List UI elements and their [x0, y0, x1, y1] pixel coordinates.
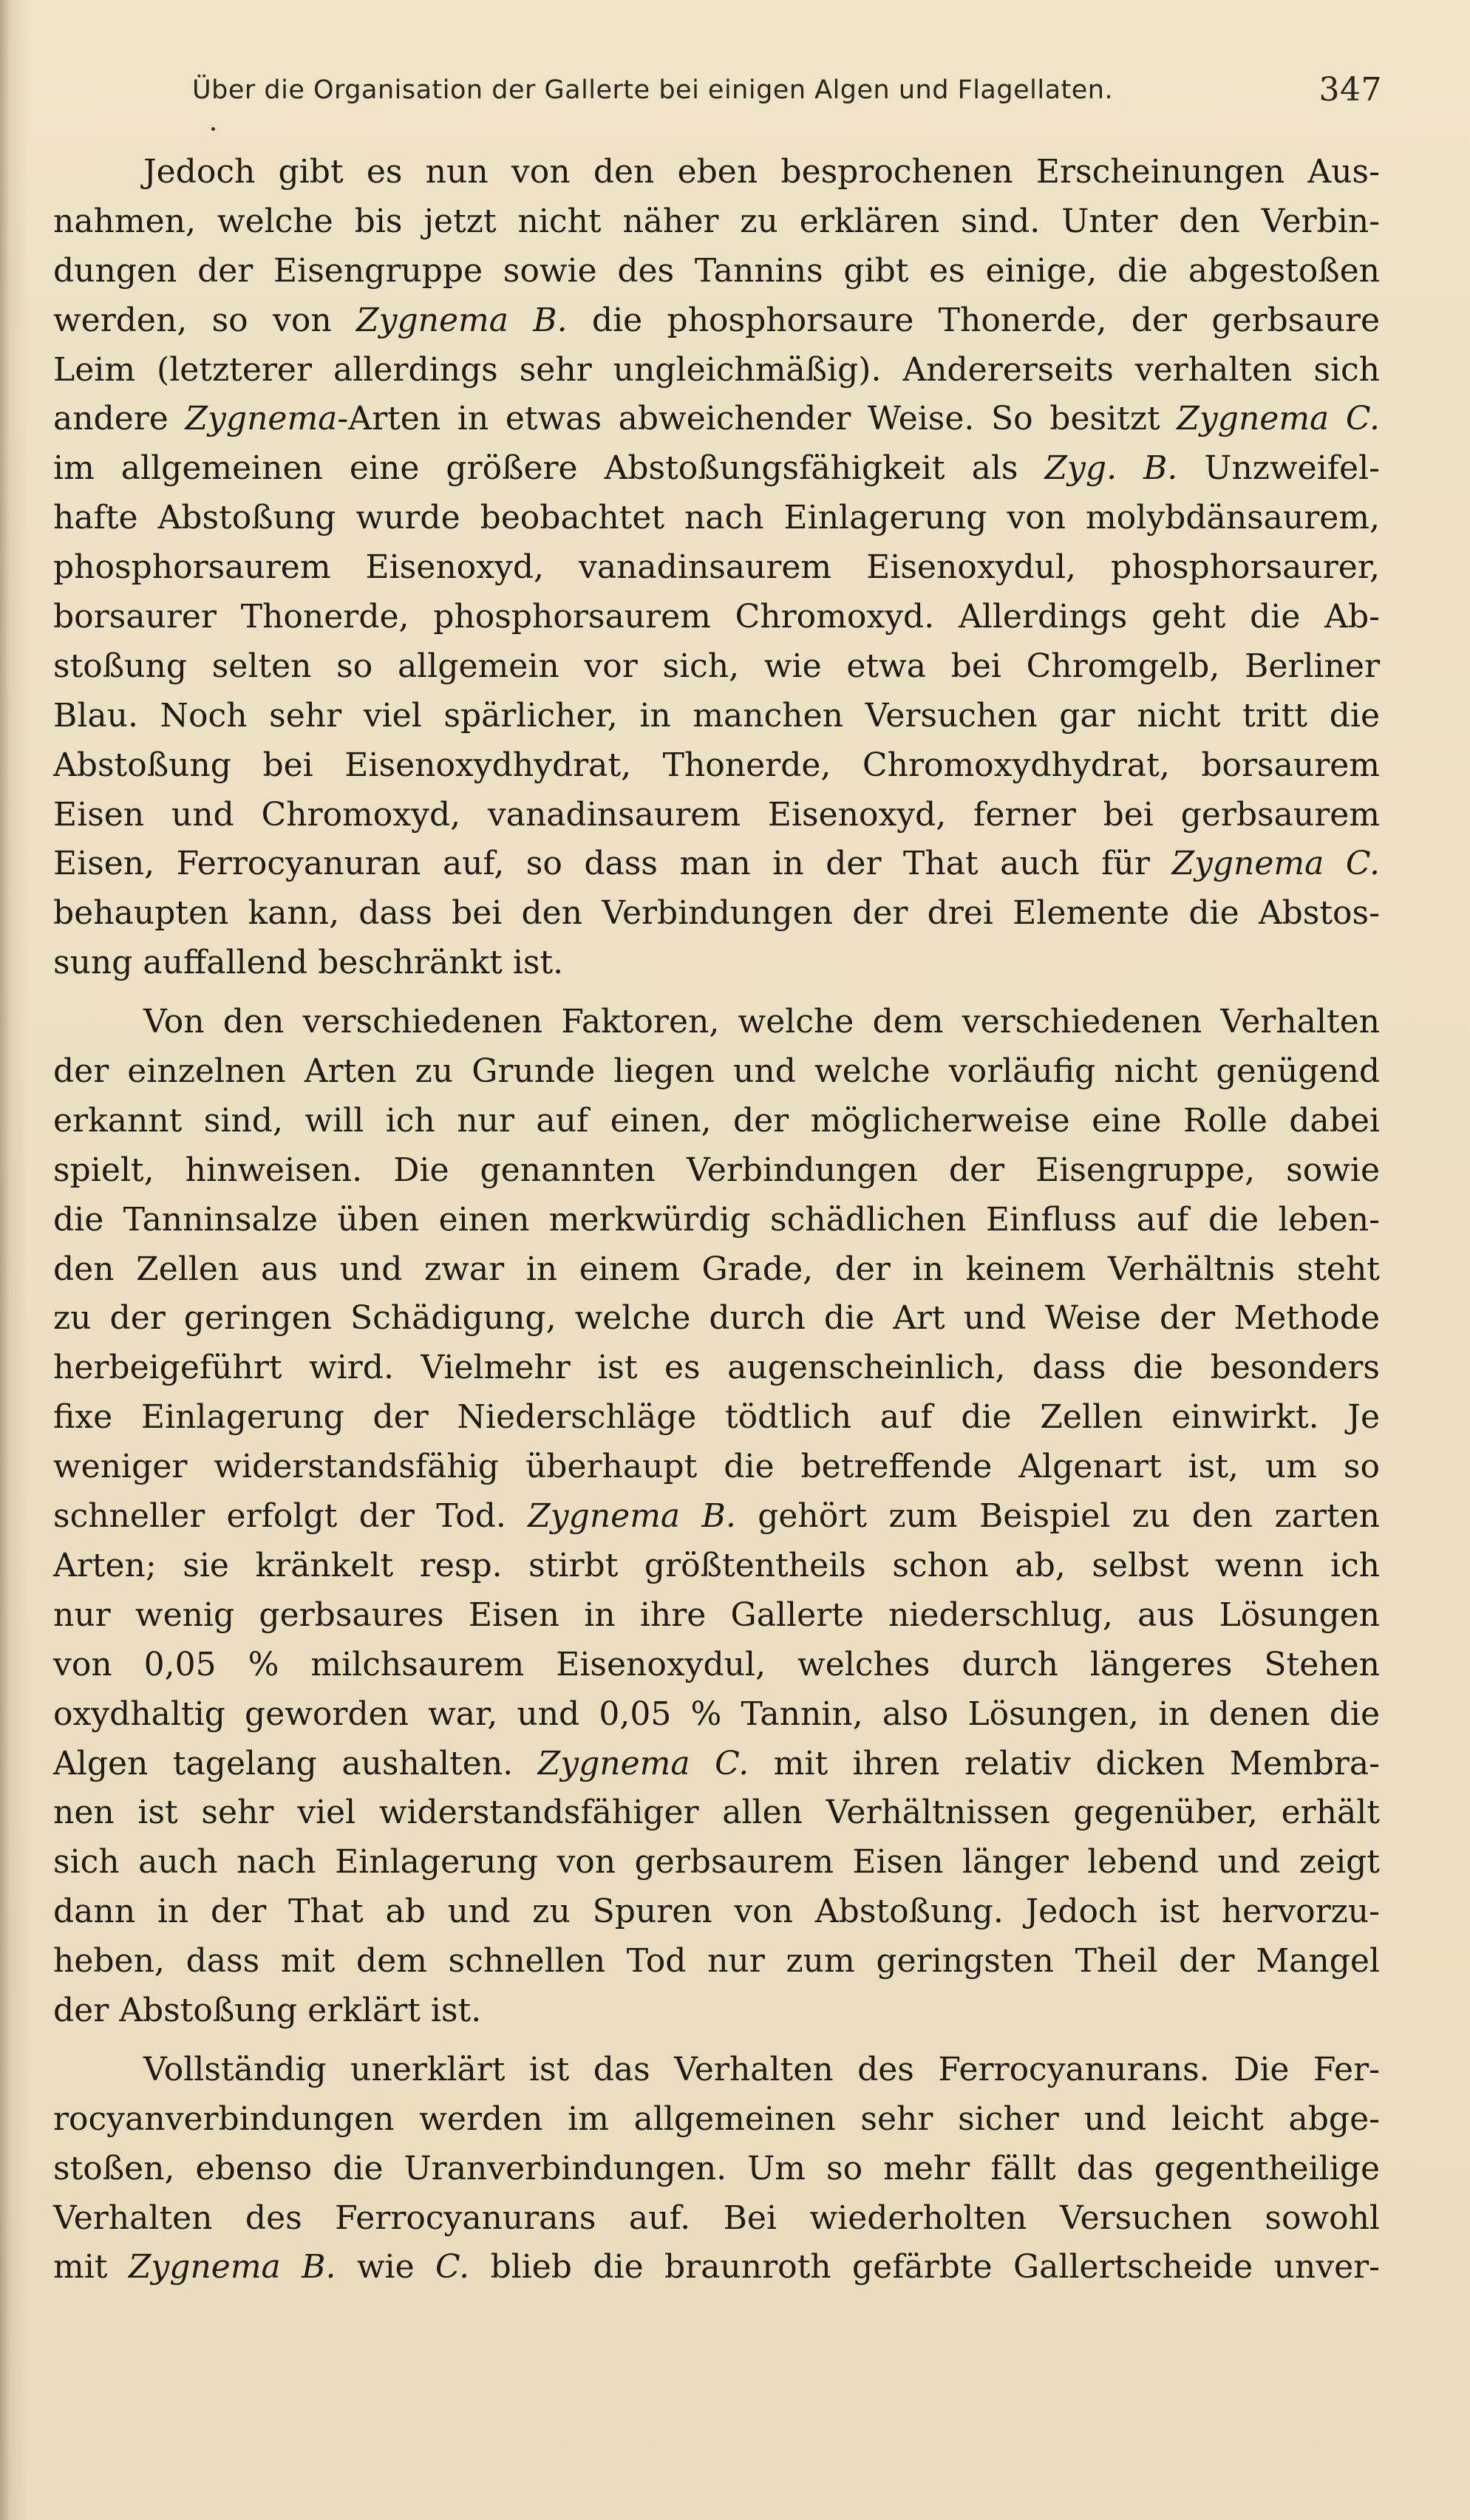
text-line	[53, 1344, 1380, 1393]
text-run: nahmen, welche bis jetzt nicht näher zu erklären sind. Unter den Verbin-	[53, 202, 1380, 240]
text-line	[53, 1146, 1380, 1196]
text-run: stoßen, ebenso die Uranverbindungen. Um so mehr fällt das gegentheilige	[53, 2149, 1380, 2187]
text-run: Arten; sie kränkelt resp. stirbt größtentheils schon ab, selbst wenn ich	[53, 1546, 1380, 1584]
text-line	[53, 642, 1380, 692]
text-run: nur wenig gerbsaures Eisen in ihre Gallerte niederschlug, aus Lösungen	[53, 1596, 1380, 1634]
text-line	[53, 1937, 1380, 1986]
text-line	[53, 2046, 1380, 2095]
text-run: phosphorsaurem Eisenoxyd, vanadinsaurem Eisenoxydul, phosphorsaurer,	[53, 548, 1380, 587]
text-line	[53, 889, 1380, 939]
text-line	[53, 939, 1380, 988]
italic-taxon: Zygnema	[185, 400, 338, 438]
text-run: sung auffallend beschränkt ist.	[53, 944, 564, 982]
text-run: Eisen, Ferrocyanuran auf, so dass man in der That auch für	[53, 845, 1172, 883]
running-head-title: Über die Organisation der Gallerte bei einigen Algen und Flagellaten.	[192, 75, 1114, 105]
text-run: blieb die braunroth gefärbte Gallertscheide unver-	[469, 2248, 1381, 2286]
text-line	[53, 741, 1380, 791]
text-run: zu der geringen Schädigung, welche durch die Art und Weise der Methode	[53, 1299, 1380, 1338]
paragraph	[53, 148, 1380, 988]
text-run: werden, so von	[53, 301, 357, 339]
text-run: Abstoßung bei Eisenoxydhydrat, Thonerde, Chromoxydhydrat, borsaurem	[53, 746, 1380, 784]
text-run: fixe Einlagerung der Niederschläge tödtlich auf die Zellen einwirkt. Je	[53, 1398, 1380, 1437]
text-run: Leim (letzterer allerdings sehr ungleichmäßig). Andererseits verhalten sich	[53, 350, 1380, 389]
text-line	[53, 1294, 1380, 1344]
text-line	[53, 1245, 1380, 1295]
italic-taxon: Zygnema B.	[528, 1497, 736, 1536]
text-line	[53, 444, 1380, 494]
text-line	[53, 494, 1380, 543]
text-line	[53, 1097, 1380, 1146]
text-line	[53, 395, 1380, 444]
italic-taxon: Zygnema C.	[1171, 845, 1381, 883]
text-run: Vollständig unerklärt ist das Verhalten des Ferrocyanurans. Die Fer-	[143, 2050, 1380, 2088]
text-line	[53, 1196, 1380, 1245]
italic-taxon: Zygnema B.	[356, 301, 568, 339]
text-run: im allgemeinen eine größere Abstoßungsfähigkeit als	[53, 449, 1045, 488]
paragraph	[53, 2046, 1380, 2292]
text-line	[53, 1047, 1380, 1097]
text-run: schneller erfolgt der Tod.	[53, 1497, 528, 1536]
text-run: mit ihren relativ dicken Membra-	[749, 1744, 1381, 1782]
text-run: heben, dass mit dem schnellen Tod nur zum geringsten Theil der Mangel	[53, 1942, 1380, 1981]
text-run: mit	[53, 2248, 129, 2286]
text-run: spielt, hinweisen. Die genannten Verbindungen der Eisengruppe, sowie	[53, 1151, 1380, 1189]
running-head	[192, 71, 1382, 115]
italic-taxon: Zygnema B.	[128, 2248, 336, 2286]
text-run: hafte Abstoßung wurde beobachtet nach Einlagerung von molybdänsaurem,	[53, 499, 1380, 537]
text-run: andere	[53, 400, 186, 438]
text-line	[53, 840, 1380, 889]
text-line	[53, 1740, 1380, 1789]
body-text	[53, 148, 1380, 2292]
page-number: 347	[1318, 71, 1382, 109]
text-run: herbeigeführt wird. Vielmehr ist es augenscheinlich, dass die besonders	[53, 1349, 1380, 1387]
text-run: oxydhaltig geworden war, und 0,05 % Tannin, also Lösungen, in denen die	[53, 1695, 1380, 1733]
text-line	[53, 1887, 1380, 1937]
text-line	[53, 1591, 1380, 1641]
text-line	[53, 998, 1380, 1047]
text-run: Blau. Noch sehr viel spärlicher, in manchen Versuchen gar nicht tritt die	[53, 696, 1380, 735]
text-line	[53, 1838, 1380, 1887]
text-line	[53, 2145, 1380, 2194]
text-run: weniger widerstandsfähig überhaupt die betreffende Algenart ist, um so	[53, 1448, 1380, 1486]
text-line	[53, 1443, 1380, 1492]
text-line	[53, 2243, 1380, 2292]
text-line	[53, 1542, 1380, 1591]
text-line	[53, 346, 1380, 395]
text-line	[53, 1641, 1380, 1690]
italic-taxon: Zygnema C.	[537, 1744, 749, 1782]
text-run: wie	[336, 2248, 435, 2286]
text-line	[53, 1788, 1380, 1838]
text-line	[53, 1690, 1380, 1740]
text-run: behaupten kann, dass bei den Verbindungen der drei Elemente die Abstos-	[53, 894, 1380, 933]
text-run: erkannt sind, will ich nur auf einen, der möglicherweise eine Rolle dabei	[53, 1101, 1380, 1140]
text-line	[53, 148, 1380, 197]
text-run: den Zellen aus und zwar in einem Grade, der in keinem Verhältnis steht	[53, 1250, 1380, 1288]
text-run: borsaurer Thonerde, phosphorsaurem Chromoxyd. Allerdings geht die Ab-	[53, 598, 1380, 636]
text-line	[53, 791, 1380, 840]
italic-taxon: Zygnema C.	[1177, 400, 1380, 438]
text-run: nen ist sehr viel widerstandsfähiger allen Verhältnissen gegenüber, erhält	[53, 1794, 1380, 1832]
text-line	[53, 2095, 1380, 2145]
text-run: rocyanverbindungen werden im allgemeinen sehr sicher und leicht abge-	[53, 2100, 1380, 2138]
text-run: Algen tagelang aushalten.	[53, 1744, 538, 1782]
text-run: Jedoch gibt es nun von den eben besprochenen Erscheinungen Aus-	[143, 153, 1380, 191]
text-line	[53, 692, 1380, 741]
text-run: Von den verschiedenen Faktoren, welche dem verschiedenen Verhalten	[143, 1003, 1380, 1041]
text-run: der einzelnen Arten zu Grunde liegen und welche vorläufig nicht genügend	[53, 1052, 1380, 1091]
text-run: Eisen und Chromoxyd, vanadinsaurem Eisenoxyd, ferner bei gerbsaurem	[53, 795, 1380, 834]
text-run: die Tanninsalze üben einen merkwürdig schädlichen Einfluss auf die leben-	[53, 1200, 1380, 1239]
text-line	[53, 593, 1380, 642]
text-line	[53, 247, 1380, 296]
print-speck	[211, 127, 215, 131]
text-line	[53, 296, 1380, 346]
text-line	[53, 543, 1380, 593]
text-line	[53, 1492, 1380, 1542]
text-run: der Abstoßung erklärt ist.	[53, 1991, 482, 2029]
italic-taxon: Zyg. B.	[1044, 449, 1178, 488]
paragraph	[53, 998, 1380, 2036]
text-line	[53, 197, 1380, 247]
text-run: Verhalten des Ferrocyanurans auf. Bei wiederholten Versuchen sowohl	[53, 2199, 1380, 2237]
text-run: sich auch nach Einlagerung von gerbsaurem Eisen länger lebend und zeigt	[53, 1843, 1380, 1882]
text-run: von 0,05 % milchsaurem Eisenoxydul, welches durch längeres Stehen	[53, 1645, 1380, 1683]
text-run: die phosphorsaure Thonerde, der gerbsaure	[567, 301, 1380, 339]
text-run: stoßung selten so allgemein vor sich, wie etwa bei Chromgelb, Berliner	[53, 647, 1380, 685]
text-run: -Arten in etwas abweichender Weise. So besitzt	[337, 400, 1177, 438]
italic-taxon: C.	[435, 2248, 470, 2286]
text-line	[53, 2194, 1380, 2244]
text-line	[53, 1393, 1380, 1443]
text-run: dann in der That ab und zu Spuren von Abstoßung. Jedoch ist hervorzu-	[53, 1893, 1380, 1931]
text-run: gehört zum Beispiel zu den zarten	[735, 1497, 1380, 1536]
text-run: dungen der Eisengruppe sowie des Tannins gibt es einige, die abgestoßen	[53, 251, 1380, 290]
text-run: Unzweifel-	[1177, 449, 1381, 488]
text-line	[53, 1986, 1380, 2036]
